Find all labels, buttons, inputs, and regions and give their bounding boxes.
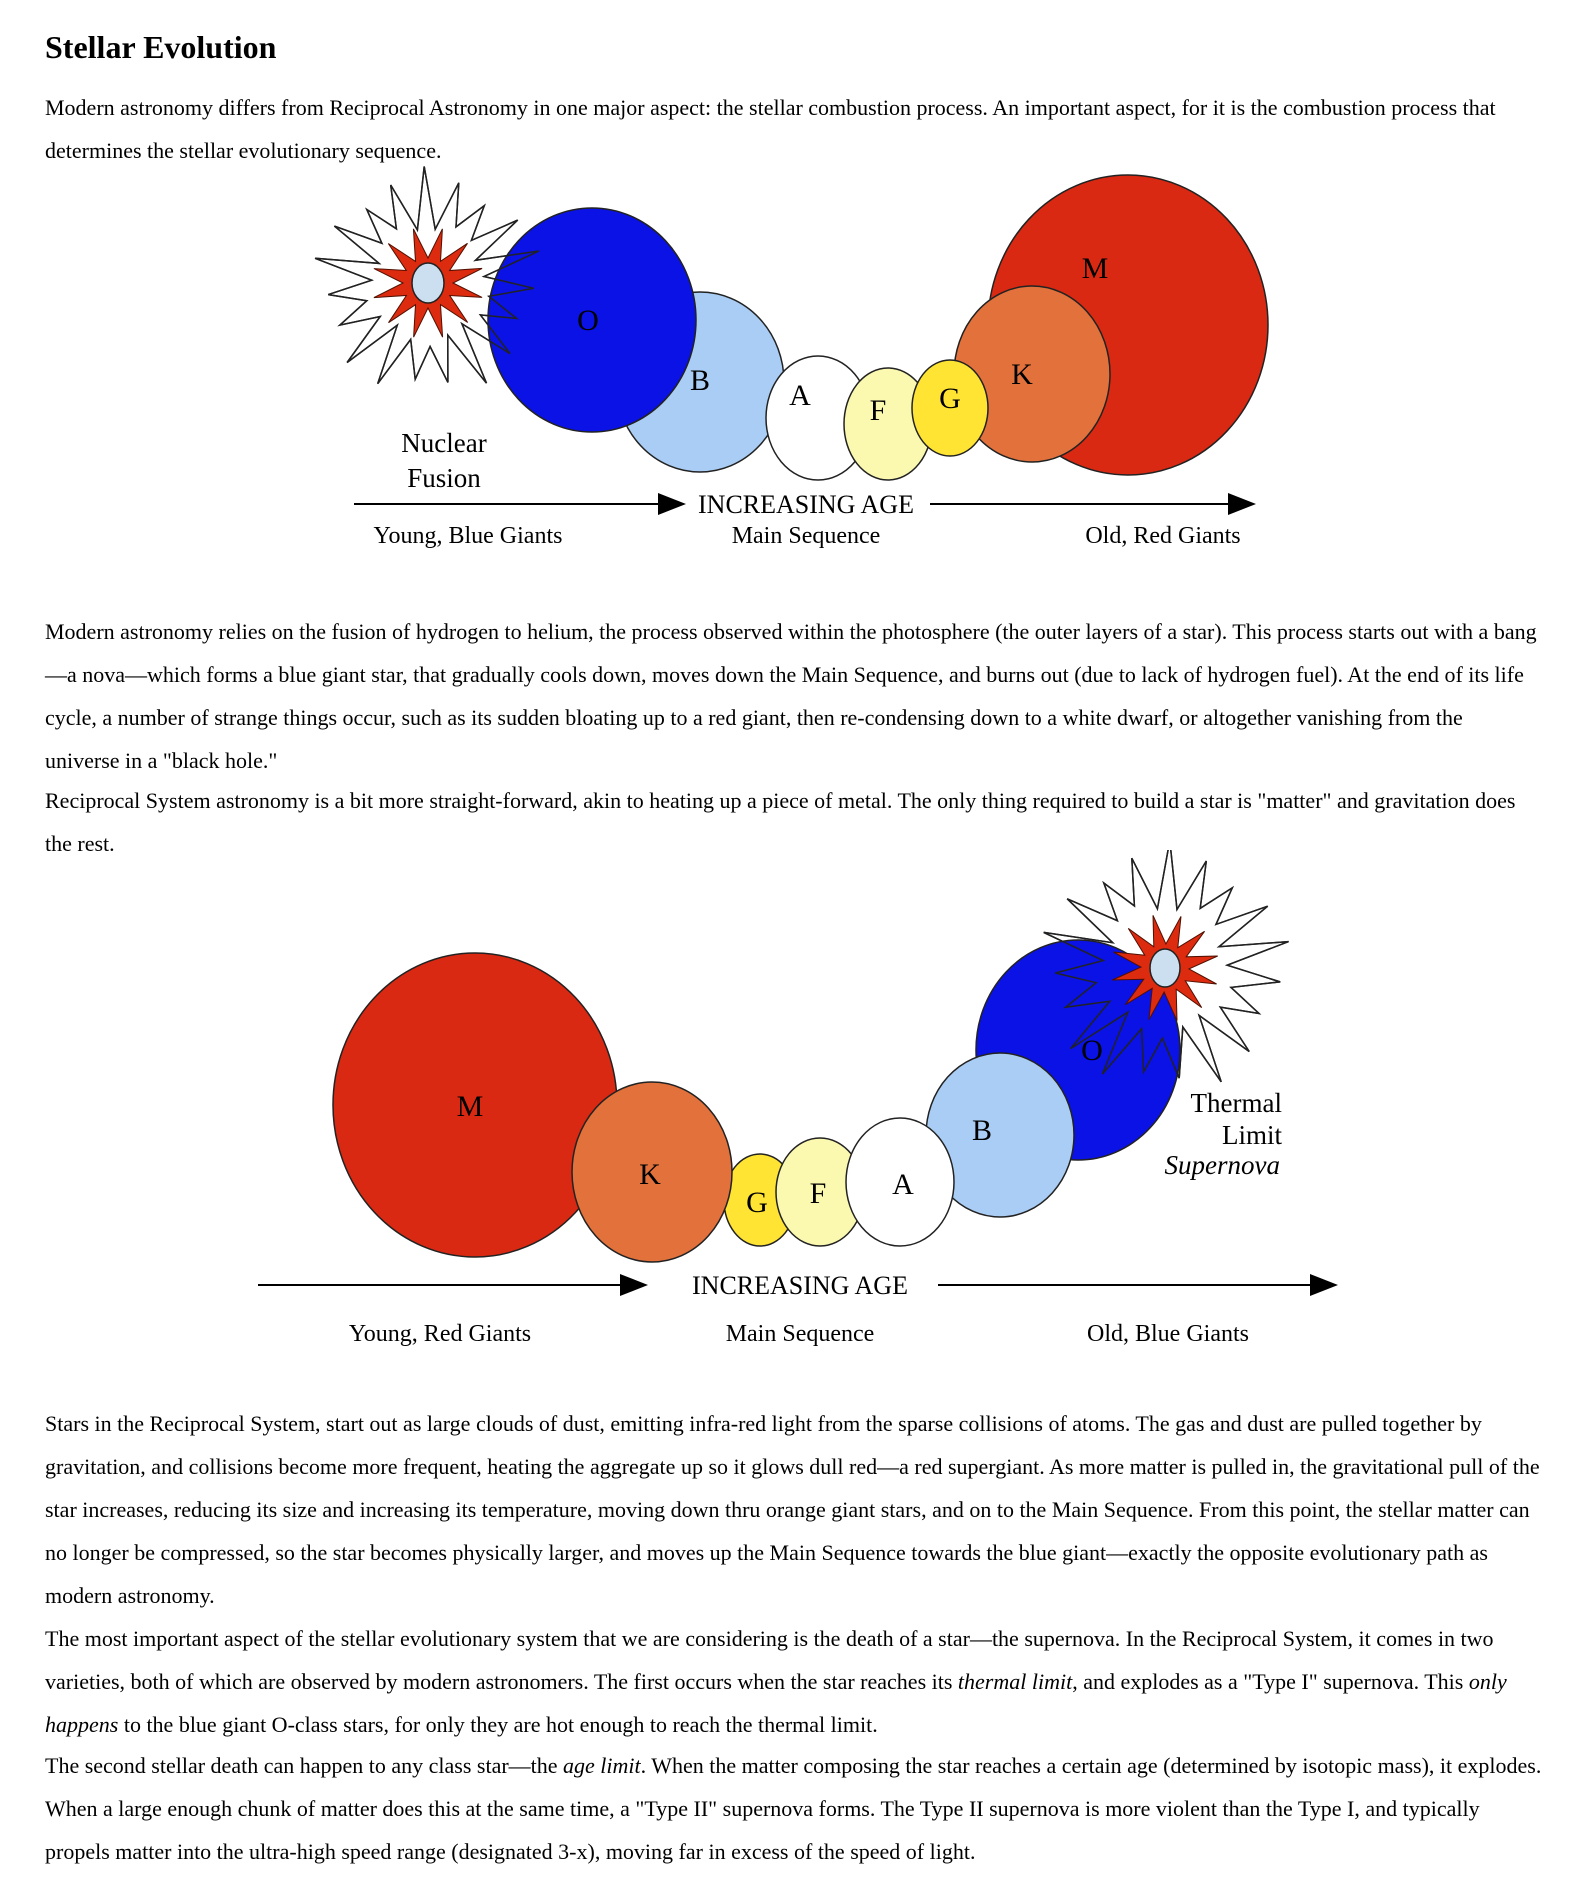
age-arrow-left-head — [620, 1274, 648, 1296]
star-f-label: F — [869, 394, 887, 427]
nuclear-fusion-label-line1: Nuclear — [401, 428, 487, 458]
paragraph-intro: Modern astronomy differs from Reciprocal Astronomy in one major aspect: the stellar combustion process. An important aspect, for it is the combustion process that determines the stellar evolutionary sequence. — [45, 95, 1496, 163]
stage-main-sequence: Main Sequence — [725, 1321, 875, 1347]
thermal-limit-label-line1: Thermal — [1190, 1088, 1282, 1118]
star-b-label: B — [971, 1114, 993, 1147]
diagram-reciprocal-stellar-evolution — [0, 850, 1587, 1350]
paragraph-type1-supernova: The most important aspect of the stellar evolutionary system that we are considering is the death of a star—the supernova. In the Reciprocal System, it comes in two varieties, both of which are observed by modern astronomers. The first occurs when the star reaches its thermal limit, and explodes as a "Type I" supernova. This only happens to the blue giant O-class stars, for only they are hot enough to reach the thermal limit. — [45, 1626, 1507, 1737]
nuclear-fusion-label-line2: Fusion — [407, 463, 481, 493]
age-arrow-right-head — [1310, 1274, 1338, 1296]
star-b-label: B — [689, 364, 711, 397]
stage-old-red-giants: Old, Red Giants — [1085, 523, 1241, 549]
thermal-limit-core — [1150, 949, 1180, 987]
page-title: Stellar Evolution — [45, 29, 277, 66]
paragraph-reciprocal-system: Reciprocal System astronomy is a bit more straight-forward, akin to heating up a piece of metal. The only thing required to build a star is "matter" and gravitation does the rest. — [45, 788, 1516, 856]
star-g-label: G — [939, 382, 961, 415]
increasing-age-label: INCREASING AGE — [698, 490, 914, 519]
star-a-label: A — [892, 1168, 914, 1201]
nuclear-fusion-core — [412, 263, 444, 303]
paragraph-type2-supernova: The second stellar death can happen to any class star—the age limit. When the matter composing the star reaches a certain age (determined by isotopic mass), it explodes. When a large enough chunk of matter does this at the same time, a "Type II" supernova forms. The Type II supernova is more violent than the Type I, and typically propels matter into the ultra-high speed range (designated 3-x), moving far in excess of the speed of light. — [45, 1753, 1542, 1864]
star-o-label: O — [1081, 1034, 1103, 1067]
star-m-label: M — [1081, 252, 1109, 285]
star-a-label: A — [789, 379, 811, 412]
increasing-age-label: INCREASING AGE — [692, 1271, 908, 1300]
stage-old-blue-giants: Old, Blue Giants — [1087, 1321, 1249, 1347]
stage-young-red-giants: Young, Red Giants — [348, 1321, 532, 1347]
star-m-label: M — [456, 1090, 484, 1123]
thermal-limit-label-line2: Limit — [1222, 1120, 1282, 1150]
paragraph-reciprocal-evolution: Stars in the Reciprocal System, start out as large clouds of dust, emitting infra-red light from the sparse collisions of atoms. The gas and dust are pulled together by gravitation, and collisions become more frequent, heating the aggregate up so it glows dull red—a red supergiant. As more matter is pulled in, the gravitational pull of the star increases, reducing its size and increasing its temperature, moving down thru orange giant stars, and on to the Main Sequence. From this point, the stellar matter can no longer be compressed, so the star becomes physically larger, and moves up the Main Sequence towards the blue giant—exactly the opposite evolutionary path as modern astronomy. — [45, 1411, 1540, 1608]
diagram-modern-stellar-evolution — [0, 150, 1587, 560]
star-o-label: O — [577, 304, 599, 337]
age-arrow-left-head — [658, 493, 686, 515]
age-arrow-right-head — [1228, 493, 1256, 515]
paragraph-modern-astronomy: Modern astronomy relies on the fusion of hydrogen to helium, the process observed within the photosphere (the outer layers of a star). This process starts out with a bang—a nova—which forms a blue giant star, that gradually cools down, moves down the Main Sequence, and burns out (due to lack of hydrogen fuel). At the end of its life cycle, a number of strange things occur, such as its sudden bloating up to a red giant, then re-condensing down to a white dwarf, or altogether vanishing from the universe in a "black hole." — [45, 619, 1537, 773]
star-f-label: F — [809, 1177, 827, 1210]
star-g-label: G — [746, 1186, 768, 1219]
star-k-label: K — [1011, 358, 1033, 391]
stage-young-blue-giants: Young, Blue Giants — [373, 523, 563, 549]
supernova-label: Supernova — [1164, 1150, 1280, 1180]
star-k-label: K — [639, 1158, 661, 1191]
stage-main-sequence: Main Sequence — [731, 523, 881, 549]
